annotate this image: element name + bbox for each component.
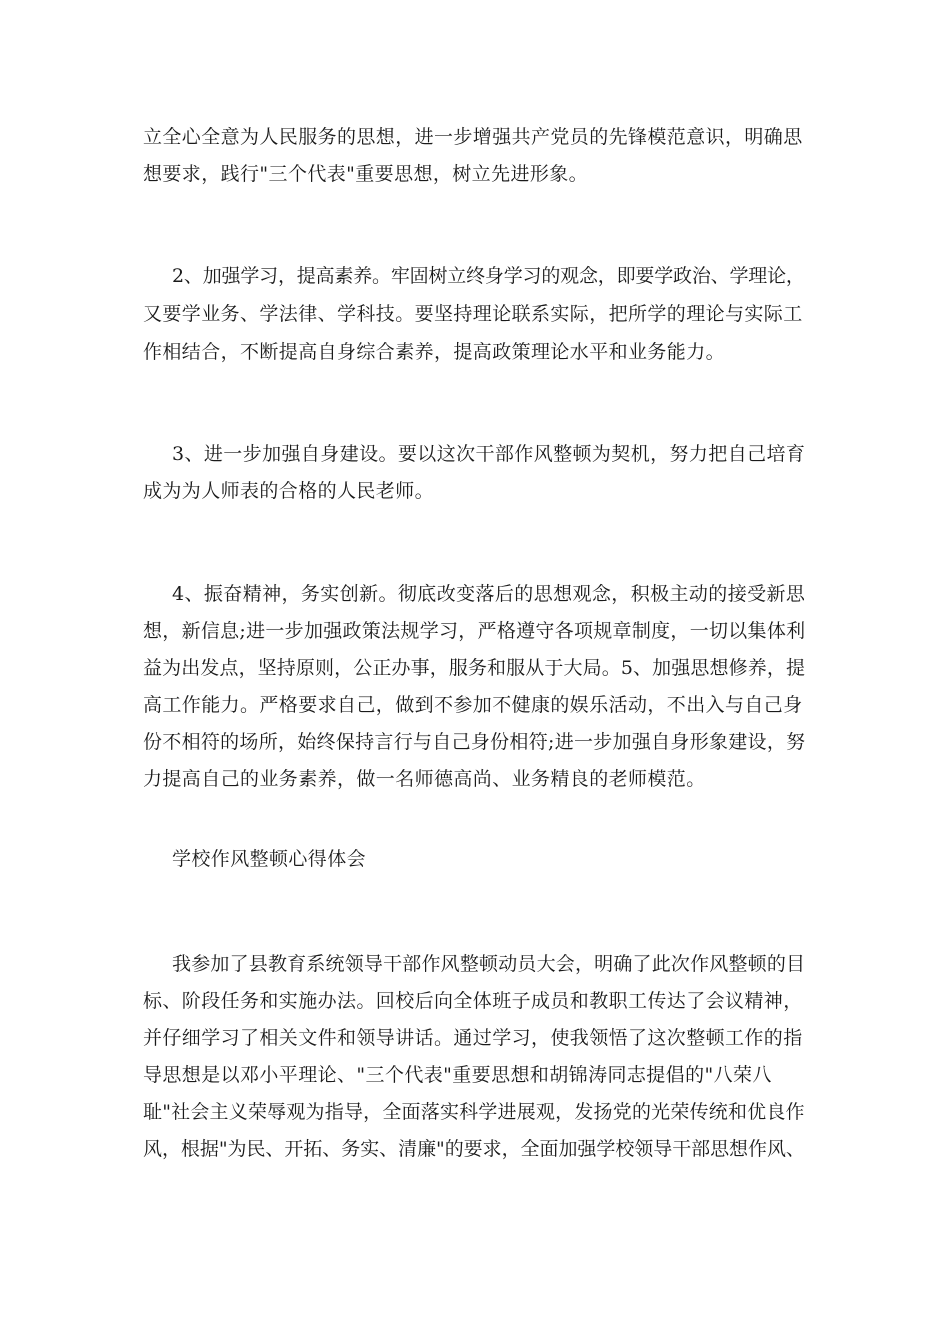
- paragraph-line: 耻"社会主义荣辱观为指导，全面落实科学进展观，发扬党的光荣传统和优良作: [143, 1101, 805, 1123]
- paragraph-line: 3、进一步加强自身建设。要以这次干部作风整顿为契机，努力把自己培育: [172, 443, 806, 465]
- paragraph-line: 立全心全意为人民服务的思想，进一步增强共产党员的先锋模范意识，明确思: [143, 126, 803, 148]
- paragraph-line: 力提高自己的业务素养，做一名师德高尚、业务精良的老师模范。: [143, 768, 706, 790]
- paragraph-line: 想要求，践行"三个代表"重要思想，树立先进形象。: [143, 163, 589, 185]
- paragraph-line: 风，根据"为民、开拓、务实、清廉"的要求，全面加强学校领导干部思想作风、: [143, 1138, 805, 1160]
- paragraph-line: 4、振奋精神，务实创新。彻底改变落后的思想观念，积极主动的接受新思: [172, 583, 806, 605]
- paragraph-line: 份不相符的场所，始终保持言行与自己身份相符;进一步加强自身形象建设，努: [143, 731, 806, 753]
- paragraph-line: 益为出发点，坚持原则，公正办事，服务和服从于大局。5、加强思想修养，提: [143, 657, 806, 679]
- paragraph-line: 想，新信息;进一步加强政策法规学习，严格遵守各项规章制度，一切以集体利: [143, 620, 806, 642]
- paragraph-line: 高工作能力。严格要求自己，做到不参加不健康的娱乐活动，不出入与自己身: [143, 694, 803, 716]
- paragraph-line: 2、加强学习，提高素养。牢固树立终身学习的观念，即要学政治、学理论，: [172, 265, 805, 287]
- paragraph-line: 成为为人师表的合格的人民老师。: [143, 480, 435, 502]
- section-heading: 学校作风整顿心得体会: [172, 848, 367, 870]
- paragraph-line: 导思想是以邓小平理论、"三个代表"重要思想和胡锦涛同志提倡的"八荣八: [143, 1064, 772, 1086]
- paragraph-line: 并仔细学习了相关文件和领导讲话。通过学习，使我领悟了这次整顿工作的指: [143, 1027, 803, 1049]
- paragraph-line: 我参加了县教育系统领导干部作风整顿动员大会，明确了此次作风整顿的目: [172, 953, 806, 975]
- paragraph-line: 作相结合，不断提高自身综合素养，提高政策理论水平和业务能力。: [143, 341, 726, 363]
- paragraph-line: 又要学业务、学法律、学科技。要坚持理论联系实际，把所学的理论与实际工: [143, 303, 803, 325]
- paragraph-line: 标、阶段任务和实施办法。回校后向全体班子成员和教职工传达了会议精神，: [143, 990, 803, 1012]
